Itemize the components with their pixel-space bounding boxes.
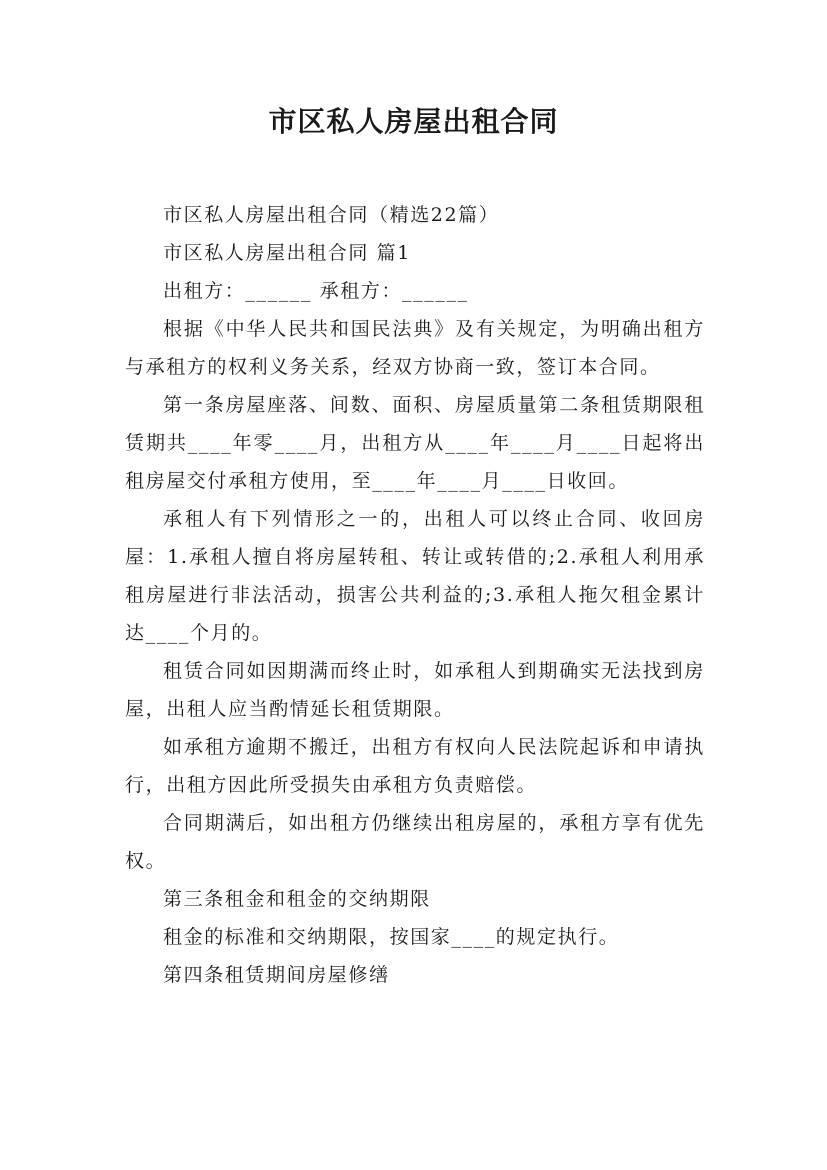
paragraph-preamble: 根据《中华人民共和国民法典》及有关规定，为明确出租方与承租方的权利义务关系，经双方协商一致，签订本合同。 bbox=[125, 318, 705, 378]
document-title: 市区私人房屋出租合同 bbox=[268, 105, 559, 138]
paragraph-overdue: 如承租方逾期不搬迁，出租方有权向人民法院起诉和申请执行，出租方因此所受损失由承租方负责赔偿。 bbox=[125, 736, 705, 796]
paragraph-article-4-heading: 第四条租赁期间房屋修缮 bbox=[163, 964, 390, 986]
paragraph-priority: 合同期满后，如出租方仍继续出租房屋的，承租方享有优先权。 bbox=[125, 812, 705, 872]
paragraph-parties: 出租方：______ 承租方：______ bbox=[163, 280, 469, 302]
paragraph-rent-standard: 租金的标准和交纳期限，按国家____的规定执行。 bbox=[163, 926, 620, 948]
paragraph-termination-conditions: 承租人有下列情形之一的，出租人可以终止合同、收回房屋：1.承租人擅自将房屋转租、转让或转借的;2.承租人利用承租房屋进行非法活动，损害公共利益的;3.承租人拖欠租金累计达____个月的。 bbox=[125, 508, 705, 644]
paragraph-section-label: 市区私人房屋出租合同 篇1 bbox=[163, 242, 411, 264]
paragraph-extension: 租赁合同如因期满而终止时，如承租人到期确实无法找到房屋，出租人应当酌情延长租赁期限。 bbox=[125, 660, 705, 720]
paragraph-subtitle: 市区私人房屋出租合同（精选22篇） bbox=[163, 204, 500, 226]
paragraph-article-3-heading: 第三条租金和租金的交纳期限 bbox=[163, 888, 431, 910]
paragraph-article-1-2: 第一条房屋座落、间数、面积、房屋质量第二条租赁期限租赁期共____年零____月，出租方从____年____月____日起将出租房屋交付承租方使用，至____年____月____日收回。 bbox=[125, 394, 705, 492]
document-body bbox=[125, 196, 705, 994]
